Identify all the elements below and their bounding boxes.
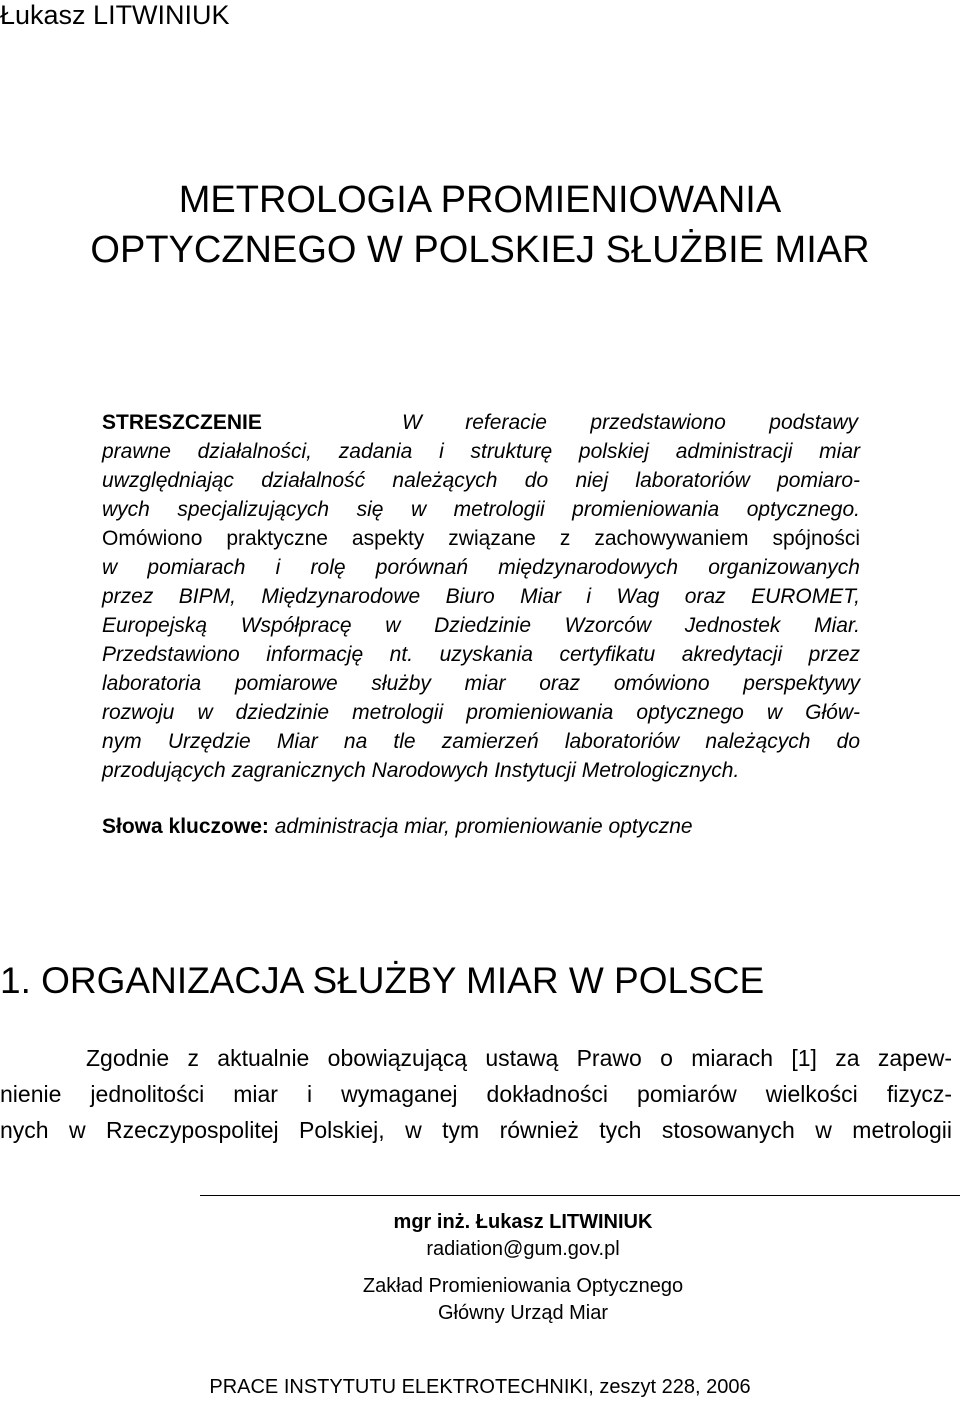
footnote-author-name: mgr inż. Łukasz LITWINIUK	[393, 1211, 653, 1233]
footnote-divider	[200, 1195, 960, 1196]
abstract-line: nym Urzędzie Miar na tle zamierzeń laboratoriów należących do	[102, 730, 860, 753]
abstract-line-text: W referacie przedstawiono podstawy	[402, 411, 858, 434]
footnote-department: Zakład Promieniowania Optycznego	[362, 1275, 684, 1297]
footnote-email: radiation@gum.gov.pl	[426, 1238, 620, 1260]
body-line: Zgodnie z aktualnie obowiązującą ustawą Prawo o miarach [1] za zapew-	[86, 1045, 952, 1071]
footnote-institution: Główny Urząd Miar	[437, 1302, 609, 1324]
abstract-line: uwzględniając działalność należących do niej laboratoriów pomiaro-	[102, 469, 860, 492]
body-line: nych w Rzeczypospolitej Polskiej, w tym również tych stosowanych w metrologii	[0, 1117, 952, 1143]
abstract-line: prawne działalności, zadania i strukturę polskiej administracji miar	[102, 440, 860, 463]
abstract-line: laboratoria pomiarowe służby miar oraz omówiono perspektywy	[102, 672, 860, 695]
abstract-line: Omówiono praktyczne aspekty związane z zachowywaniem spójności	[102, 527, 860, 550]
keywords-label: Słowa kluczowe:	[102, 815, 269, 838]
body-paragraph	[0, 1040, 952, 1148]
paper-title-line-1: METROLOGIA PROMIENIOWANIA	[178, 179, 782, 221]
abstract-line: Przedstawiono informację nt. uzyskania certyfikatu akredytacji przez	[102, 643, 860, 666]
abstract-line: przez BIPM, Międzynarodowe Biuro Miar i Wag oraz EUROMET,	[102, 585, 860, 608]
abstract-line: wych specjalizujących się w metrologii promieniowania optycznego.	[102, 498, 860, 521]
section-heading: 1. ORGANIZACJA SŁUŻBY MIAR W POLSCE	[0, 960, 765, 1001]
publication-info: PRACE INSTYTUTU ELEKTROTECHNIKI, zeszyt 228, 2006	[209, 1376, 751, 1398]
paper-title	[0, 175, 960, 275]
abstract-line	[102, 408, 860, 437]
header-author: Łukasz LITWINIUK	[0, 0, 230, 30]
body-line: nienie jednolitości miar i wymaganej dokładności pomiarów wielkości fizycz-	[0, 1081, 952, 1107]
abstract-line: w pomiarach i rolę porównań międzynarodowych organizowanych	[102, 556, 860, 579]
abstract-line: przodujących zagranicznych Narodowych Instytucji Metrologicznych.	[102, 759, 740, 782]
abstract	[102, 408, 860, 785]
author-footnote	[200, 1209, 846, 1327]
keywords-value: administracja miar, promieniowanie optyczne	[274, 815, 693, 838]
abstract-line: rozwoju w dziedzinie metrologii promieniowania optycznego w Głów-	[102, 701, 860, 724]
abstract-heading: STRESZCZENIE	[102, 411, 262, 434]
paper-title-line-2: OPTYCZNEGO W POLSKIEJ SŁUŻBIE MIAR	[90, 229, 870, 271]
abstract-line: Europejską Współpracę w Dziedzinie Wzorców Jednostek Miar.	[102, 614, 860, 637]
keywords	[102, 812, 693, 841]
